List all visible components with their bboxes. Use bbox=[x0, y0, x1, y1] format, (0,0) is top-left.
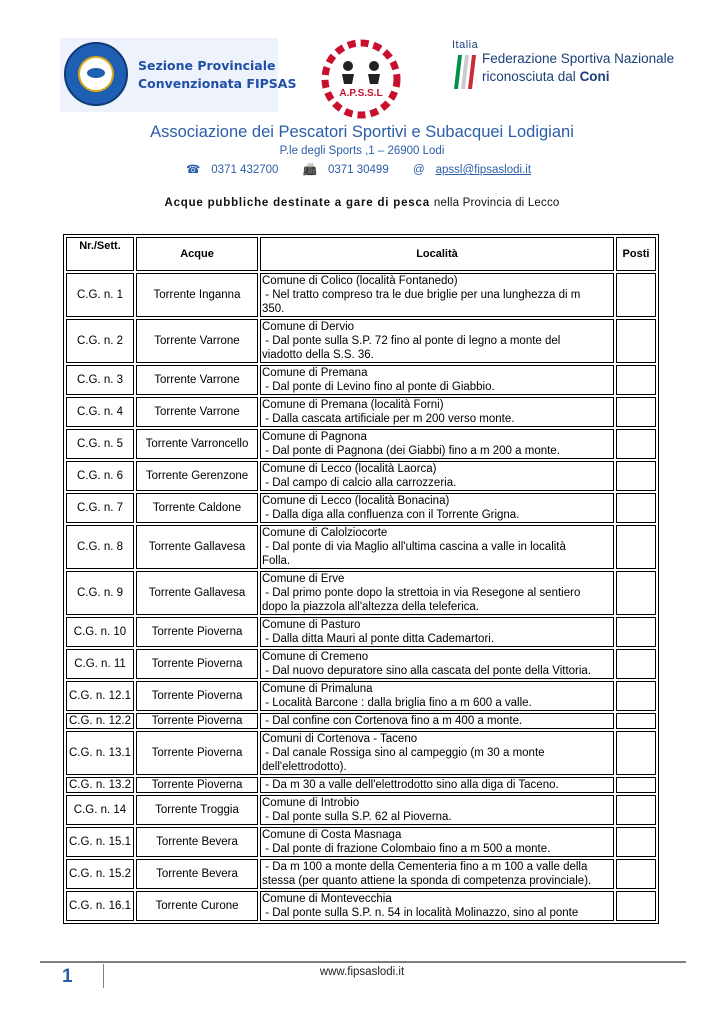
localita-line: dell'elettrodotto). bbox=[262, 761, 347, 773]
cell-posti bbox=[616, 713, 656, 729]
localita-line: Comune di Cremeno bbox=[262, 651, 369, 663]
document-subtitle: Acque pubbliche destinate a gare di pesca nella Provincia di Lecco bbox=[164, 197, 560, 209]
header-localita: Località bbox=[260, 237, 614, 271]
localita-line: Comune di Colico (località Fontanedo) bbox=[262, 275, 458, 287]
cell-posti bbox=[616, 493, 656, 523]
cell-acque: Torrente Pioverna bbox=[136, 649, 258, 679]
waters-table bbox=[63, 234, 659, 924]
localita-line: - Da m 30 a valle dell'elettrodotto sino alla diga di Taceno. bbox=[262, 779, 559, 791]
italia-label: Italia bbox=[452, 39, 479, 51]
localita-line: - Dal primo ponte dopo la strettoia in via Resegone al sentiero bbox=[262, 587, 581, 599]
cell-nr-sett: C.G. n. 7 bbox=[66, 493, 134, 523]
header-posti: Posti bbox=[616, 237, 656, 271]
localita-line: - Dal ponte di Pagnona (dei Giabbi) fino a m 200 a monte. bbox=[262, 445, 560, 457]
cell-nr-sett: C.G. n. 8 bbox=[66, 525, 134, 569]
cell-localita bbox=[260, 859, 614, 889]
localita-line: Comune di Premana (località Forni) bbox=[262, 399, 444, 411]
localita-line: 350. bbox=[262, 303, 285, 315]
association-name: Associazione dei Pescatori Sportivi e Subacquei Lodigiani bbox=[150, 123, 574, 141]
localita-line: - Dal ponte di frazione Colombaio fino a m 500 a monte. bbox=[262, 843, 551, 855]
cell-nr-sett: C.G. n. 15.1 bbox=[66, 827, 134, 857]
table-row bbox=[66, 319, 656, 363]
cell-localita bbox=[260, 617, 614, 647]
localita-line: - Dal ponte sulla S.P. n. 54 in località Molinazzo, sino al ponte bbox=[262, 907, 579, 919]
table-row bbox=[66, 273, 656, 317]
table-row bbox=[66, 365, 656, 395]
cell-localita bbox=[260, 429, 614, 459]
cell-acque: Torrente Curone bbox=[136, 891, 258, 921]
cell-localita bbox=[260, 493, 614, 523]
cell-posti bbox=[616, 365, 656, 395]
localita-line: - Dal confine con Cortenova fino a m 400 a monte. bbox=[262, 715, 523, 727]
cell-nr-sett: C.G. n. 6 bbox=[66, 461, 134, 491]
localita-line: Folla. bbox=[262, 555, 291, 567]
footer-website: www.fipsaslodi.it bbox=[319, 966, 405, 978]
cell-nr-sett: C.G. n. 15.2 bbox=[66, 859, 134, 889]
cell-posti bbox=[616, 461, 656, 491]
localita-line: Comune di Dervio bbox=[262, 321, 355, 333]
footer-divider bbox=[40, 961, 686, 963]
localita-line: - Dal nuovo depuratore sino alla cascata del ponte della Vittoria. bbox=[262, 665, 592, 677]
localita-line: dopo la piazzola all'altezza della teleferica. bbox=[262, 601, 479, 613]
table-row bbox=[66, 731, 656, 775]
table-row bbox=[66, 429, 656, 459]
page-number: 1 bbox=[62, 966, 73, 987]
cell-acque: Torrente Pioverna bbox=[136, 777, 258, 793]
cell-acque: Torrente Varrone bbox=[136, 397, 258, 427]
localita-line: - Nel tratto compreso tra le due briglie per una lunghezza di m bbox=[262, 289, 581, 301]
cell-localita bbox=[260, 731, 614, 775]
email-link[interactable]: apssl@fipsaslodi.it bbox=[435, 164, 532, 176]
localita-line: - Località Barcone : dalla briglia fino a m 600 a valle. bbox=[262, 697, 532, 709]
cell-localita bbox=[260, 273, 614, 317]
cell-localita bbox=[260, 571, 614, 615]
cell-nr-sett: C.G. n. 11 bbox=[66, 649, 134, 679]
cell-acque: Torrente Varrone bbox=[136, 365, 258, 395]
cell-nr-sett: C.G. n. 14 bbox=[66, 795, 134, 825]
cell-acque: Torrente Pioverna bbox=[136, 713, 258, 729]
apssl-emblem-icon bbox=[318, 36, 404, 122]
fax-icon: 📠 bbox=[302, 164, 317, 176]
localita-line: Comune di Calolziocorte bbox=[262, 527, 388, 539]
apssl-logo-text: A.P.S.S.L bbox=[339, 88, 383, 99]
cell-localita bbox=[260, 525, 614, 569]
phone-number: 0371 432700 bbox=[211, 164, 279, 176]
contact-line bbox=[0, 162, 724, 176]
italian-flag-icon bbox=[452, 51, 478, 91]
cell-posti bbox=[616, 827, 656, 857]
cell-acque: Torrente Pioverna bbox=[136, 731, 258, 775]
cell-posti bbox=[616, 429, 656, 459]
localita-line: Comune di Introbio bbox=[262, 797, 360, 809]
cell-localita bbox=[260, 461, 614, 491]
logo-left-line2: Convenzionata FIPSAS bbox=[138, 76, 297, 91]
cell-nr-sett: C.G. n. 13.2 bbox=[66, 777, 134, 793]
apssl-logo bbox=[318, 36, 404, 122]
cell-nr-sett: C.G. n. 10 bbox=[66, 617, 134, 647]
cell-acque: Torrente Bevera bbox=[136, 859, 258, 889]
localita-line: - Dal ponte di Levino fino al ponte di Giabbio. bbox=[262, 381, 495, 393]
cell-posti bbox=[616, 525, 656, 569]
localita-line: Comune di Lecco (località Laorca) bbox=[262, 463, 437, 475]
localita-line: Comune di Premana bbox=[262, 367, 368, 379]
cell-nr-sett: C.G. n. 2 bbox=[66, 319, 134, 363]
cell-acque: Torrente Pioverna bbox=[136, 681, 258, 711]
cell-acque: Torrente Pioverna bbox=[136, 617, 258, 647]
cell-nr-sett: C.G. n. 4 bbox=[66, 397, 134, 427]
localita-line: viadotto della S.S. 36. bbox=[262, 349, 374, 361]
table-row bbox=[66, 795, 656, 825]
fipsas-seal-icon bbox=[64, 42, 128, 106]
table-header-row bbox=[66, 237, 656, 271]
table-row bbox=[66, 525, 656, 569]
cell-acque: Torrente Gerenzone bbox=[136, 461, 258, 491]
cell-acque: Torrente Varroncello bbox=[136, 429, 258, 459]
table-row bbox=[66, 461, 656, 491]
table-row bbox=[66, 777, 656, 793]
cell-localita bbox=[260, 649, 614, 679]
cell-posti bbox=[616, 731, 656, 775]
cell-localita bbox=[260, 365, 614, 395]
association-address: P.le degli Sports ,1 – 26900 Lodi bbox=[279, 145, 445, 157]
localita-line: stessa (per quanto attiene la sponda di competenza provinciale). bbox=[262, 875, 592, 887]
table-row bbox=[66, 859, 656, 889]
cell-nr-sett: C.G. n. 3 bbox=[66, 365, 134, 395]
fax-number: 0371 30499 bbox=[327, 164, 389, 176]
table-row bbox=[66, 891, 656, 921]
localita-line: Comune di Lecco (località Bonacina) bbox=[262, 495, 450, 507]
localita-line: Comune di Erve bbox=[262, 573, 345, 585]
cell-acque: Torrente Gallavesa bbox=[136, 525, 258, 569]
logo-left-line1: Sezione Provinciale bbox=[138, 58, 276, 73]
federation-line2: riconosciuta dal Coni bbox=[482, 69, 610, 84]
cell-acque: Torrente Gallavesa bbox=[136, 571, 258, 615]
cell-posti bbox=[616, 649, 656, 679]
email-icon: @ bbox=[412, 164, 425, 176]
cell-localita bbox=[260, 795, 614, 825]
table-row bbox=[66, 571, 656, 615]
cell-localita bbox=[260, 891, 614, 921]
localita-line: - Da m 100 a monte della Cementeria fino a m 100 a valle della bbox=[262, 861, 588, 873]
localita-line: - Dal ponte di via Maglio all'ultima cascina a valle in località bbox=[262, 541, 566, 553]
cell-acque: Torrente Bevera bbox=[136, 827, 258, 857]
localita-line: Comune di Pasturo bbox=[262, 619, 361, 631]
cell-localita bbox=[260, 713, 614, 729]
cell-acque: Torrente Varrone bbox=[136, 319, 258, 363]
cell-nr-sett: C.G. n. 12.1 bbox=[66, 681, 134, 711]
phone-icon: ☎ bbox=[185, 164, 201, 176]
cell-nr-sett: C.G. n. 5 bbox=[66, 429, 134, 459]
cell-posti bbox=[616, 891, 656, 921]
fipsas-section-logo bbox=[60, 38, 297, 112]
localita-line: - Dalla diga alla confluenza con il Torrente Grigna. bbox=[262, 509, 520, 521]
cell-localita bbox=[260, 777, 614, 793]
localita-line: - Dal campo di calcio alla carrozzeria. bbox=[262, 477, 457, 489]
localita-line: Comune di Pagnona bbox=[262, 431, 367, 443]
table-row bbox=[66, 827, 656, 857]
cell-nr-sett: C.G. n. 13.1 bbox=[66, 731, 134, 775]
cell-posti bbox=[616, 617, 656, 647]
localita-line: - Dal ponte sulla S.P. 72 fino al ponte di legno a monte del bbox=[262, 335, 561, 347]
cell-nr-sett: C.G. n. 9 bbox=[66, 571, 134, 615]
cell-localita bbox=[260, 397, 614, 427]
cell-posti bbox=[616, 681, 656, 711]
table-row bbox=[66, 397, 656, 427]
table-row bbox=[66, 617, 656, 647]
cell-nr-sett: C.G. n. 16.1 bbox=[66, 891, 134, 921]
header-acque: Acque bbox=[136, 237, 258, 271]
localita-line: - Dal canale Rossiga sino al campeggio (m 30 a monte bbox=[262, 747, 545, 759]
table-row bbox=[66, 649, 656, 679]
cell-acque: Torrente Caldone bbox=[136, 493, 258, 523]
localita-line: - Dalla cascata artificiale per m 200 verso monte. bbox=[262, 413, 515, 425]
cell-nr-sett: C.G. n. 1 bbox=[66, 273, 134, 317]
localita-line: - Dalla ditta Mauri al ponte ditta Cademartori. bbox=[262, 633, 495, 645]
cell-posti bbox=[616, 397, 656, 427]
cell-localita bbox=[260, 827, 614, 857]
table-row bbox=[66, 681, 656, 711]
localita-line: Comuni di Cortenova - Taceno bbox=[262, 733, 418, 745]
cell-acque: Torrente Troggia bbox=[136, 795, 258, 825]
cell-posti bbox=[616, 571, 656, 615]
cell-posti bbox=[616, 859, 656, 889]
cell-acque: Torrente Inganna bbox=[136, 273, 258, 317]
cell-localita bbox=[260, 681, 614, 711]
table-row bbox=[66, 493, 656, 523]
localita-line: Comune di Primaluna bbox=[262, 683, 373, 695]
localita-line: Comune di Montevecchia bbox=[262, 893, 392, 905]
cell-posti bbox=[616, 795, 656, 825]
localita-line: - Dal ponte sulla S.P. 62 al Pioverna. bbox=[262, 811, 452, 823]
cell-posti bbox=[616, 273, 656, 317]
header-nr-sett: Nr./Sett. bbox=[66, 237, 134, 271]
cell-posti bbox=[616, 319, 656, 363]
table-row bbox=[66, 713, 656, 729]
localita-line: Comune di Costa Masnaga bbox=[262, 829, 402, 841]
federation-line1: Federazione Sportiva Nazionale bbox=[482, 51, 675, 66]
cell-posti bbox=[616, 777, 656, 793]
cell-nr-sett: C.G. n. 12.2 bbox=[66, 713, 134, 729]
coni-federation-logo bbox=[448, 37, 675, 95]
cell-localita bbox=[260, 319, 614, 363]
